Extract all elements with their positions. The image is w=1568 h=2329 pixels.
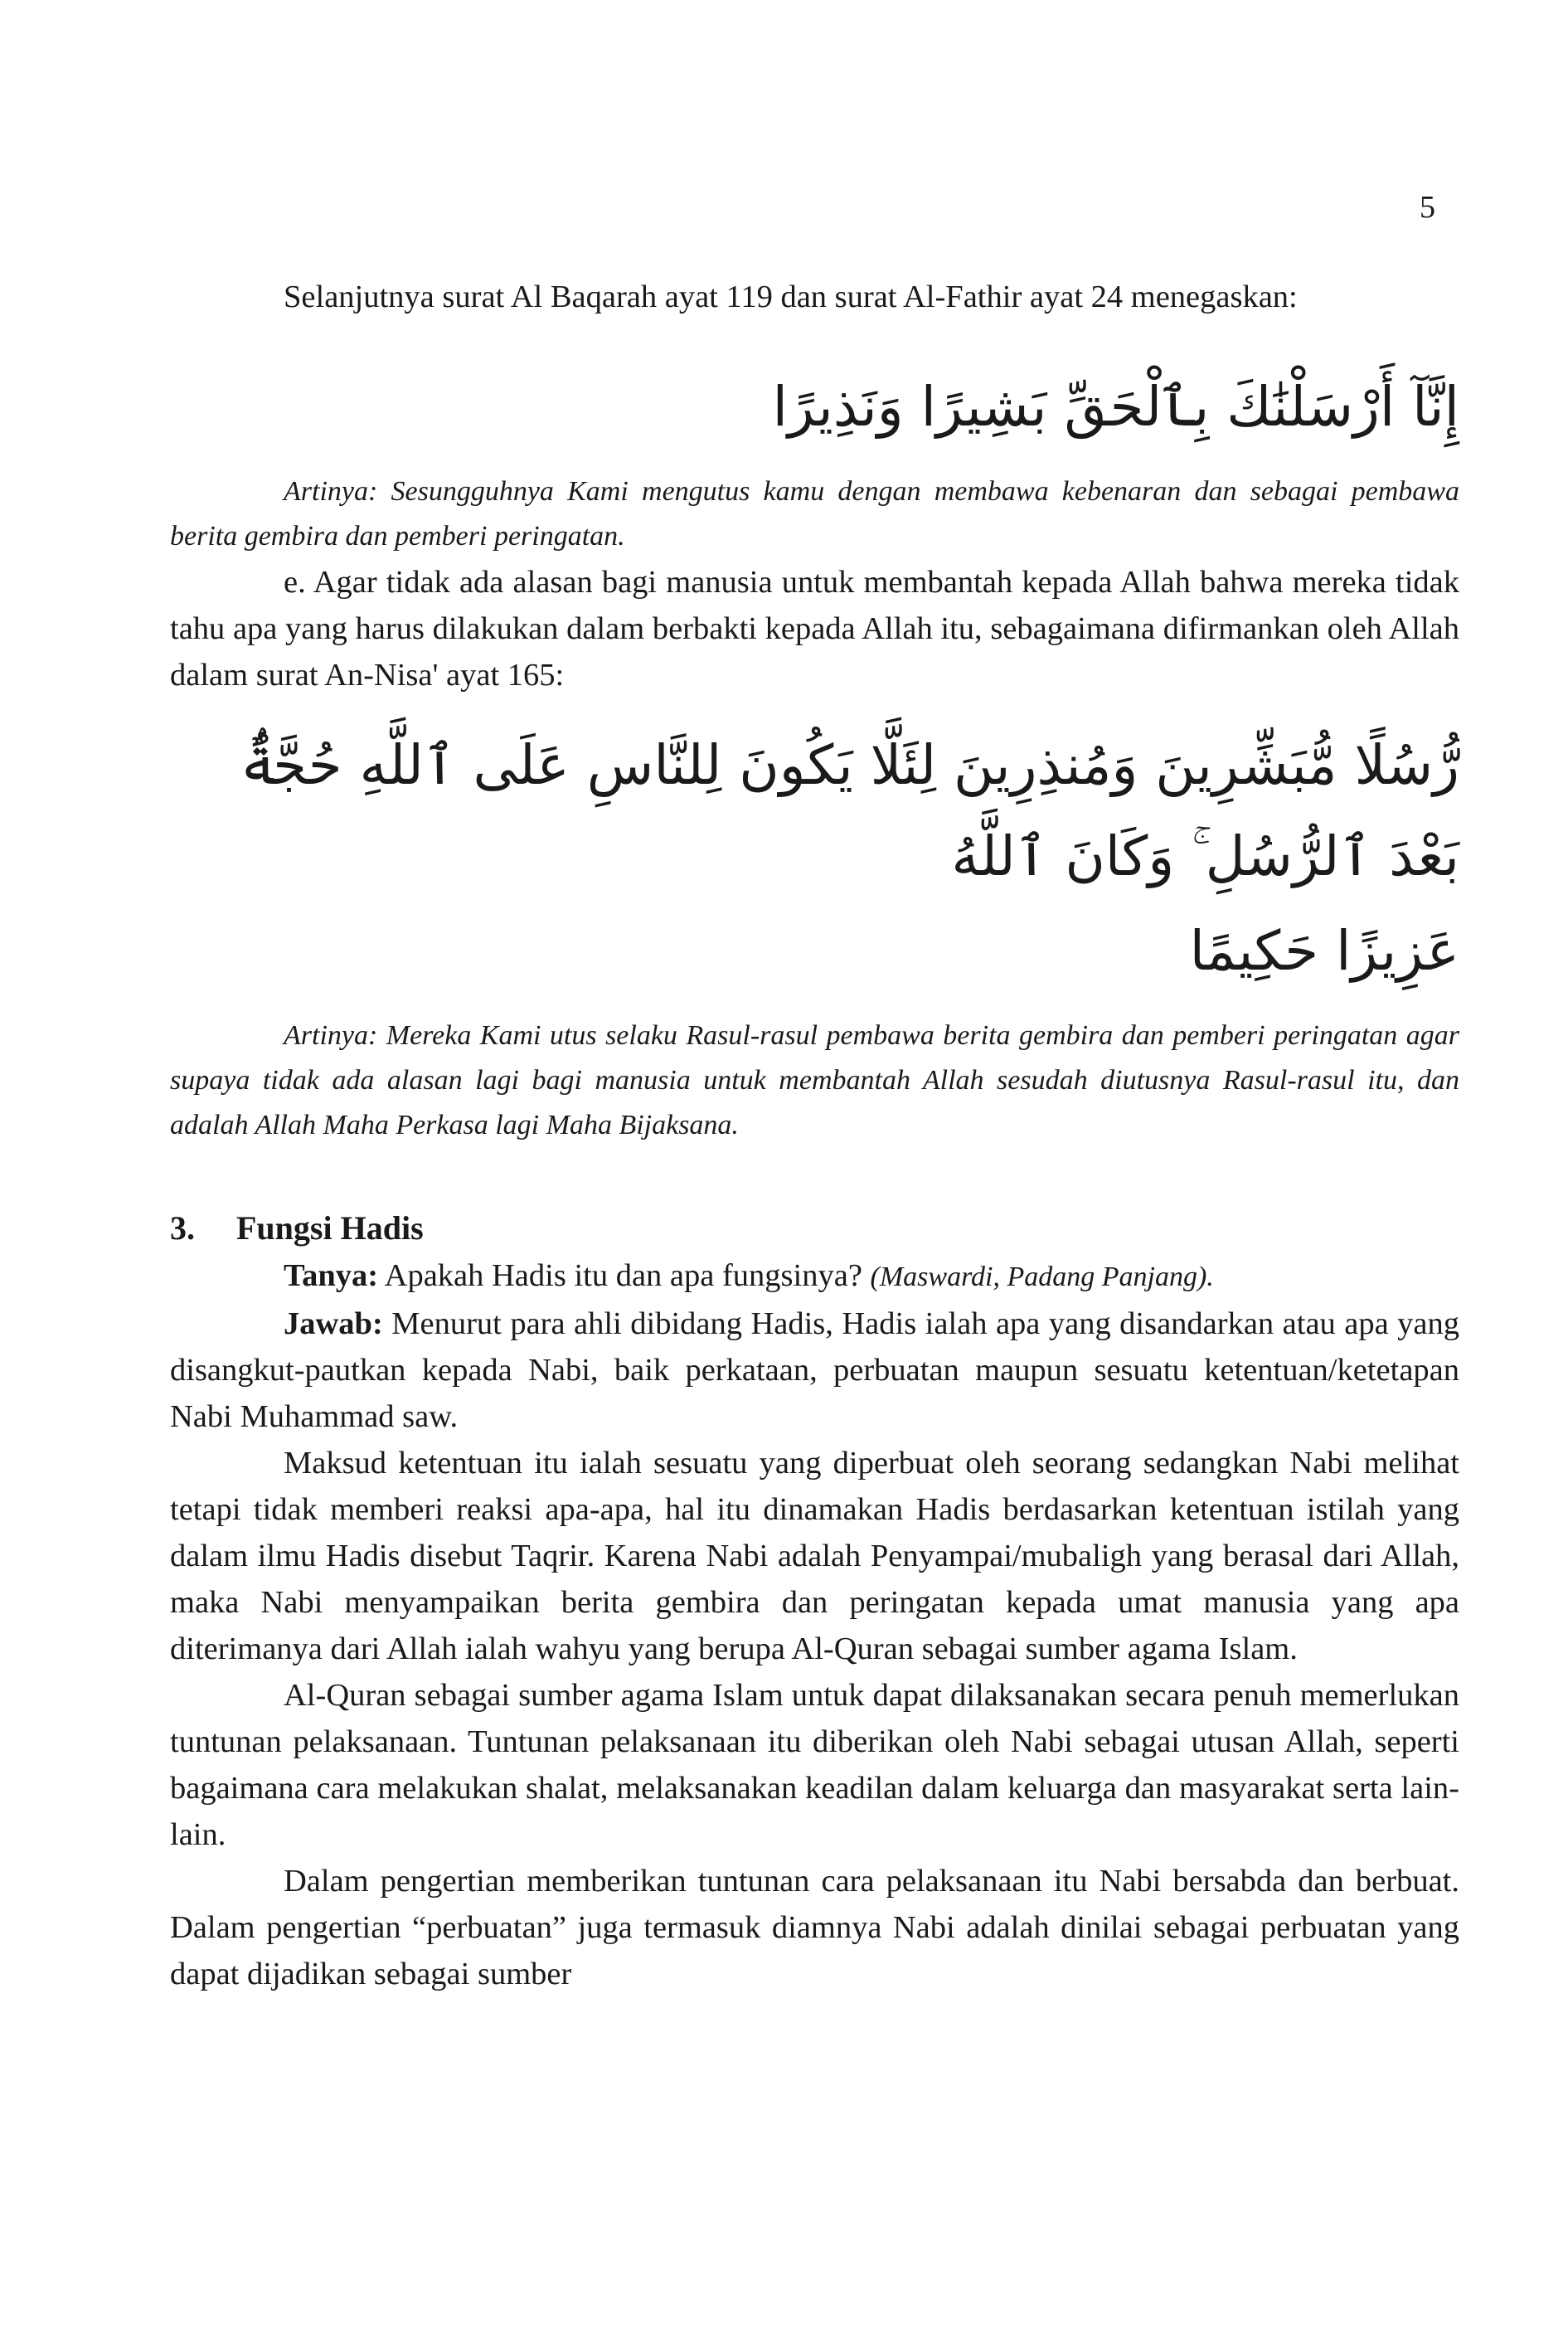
question-source: (Maswardi, Padang Panjang).	[870, 1262, 1214, 1292]
verse-1-translation: Artinya: Sesungguhnya Kami mengutus kamu dengan membawa kebenaran dan sebagai pembawa berita gembira dan pemberi peringatan.	[170, 476, 1459, 552]
verse-1-arabic: إِنَّآ أَرْسَلْنَٰكَ بِٱلْحَقِّ بَشِيرًا وَنَذِيرًا	[772, 375, 1459, 439]
intro-paragraph: Selanjutnya surat Al Baqarah ayat 119 dan surat Al-Fathir ayat 24 menegaskan:	[284, 280, 1298, 314]
verse-2-arabic-line-1: رُّسُلًا مُّبَشِّرِينَ وَمُنذِرِينَ لِئَلَّا يَكُونَ لِلنَّاسِ عَلَى ٱللَّهِ حُجَّةٌۢ بَعْدَ ٱلرُّسُلِ ۚ وَكَانَ ٱللَّهُ	[240, 733, 1459, 888]
text-column	[170, 274, 1459, 1997]
paragraph-alquran: Al-Quran sebagai sumber agama Islam untuk dapat dilaksanakan secara penuh memerlukan tuntunan pelaksanaan. Tuntunan pelaksanaan itu diberikan oleh Nabi sebagai utusan Allah, seperti bagaimana cara melakukan shalat, melaksanakan keadilan dalam keluarga dan masyarakat serta lain-lain.	[170, 1678, 1459, 1852]
page-number: 5	[1420, 190, 1435, 225]
verse-2-translation: Artinya: Mereka Kami utus selaku Rasul-rasul pembawa berita gembira dan pemberi peringatan agar supaya tidak ada alasan lagi bagi manusia untuk membantah Allah sesudah diutusnya Rasul-rasul itu, dan adalah Allah Maha Perkasa lagi Maha Bijaksana.	[170, 1020, 1459, 1140]
question-paragraph	[170, 1252, 1459, 1301]
question-text: Apakah Hadis itu dan apa fungsinya?	[378, 1258, 871, 1293]
paragraph-maksud: Maksud ketentuan itu ialah sesuatu yang diperbuat oleh seorang sedangkan Nabi melihat tetapi tidak memberi reaksi apa-apa, hal itu dinamakan Hadis berdasarkan ketentuan istilah yang dalam ilmu Hadis disebut Taqrir. Karena Nabi adalah Penyampai/mubaligh yang berasal dari Allah, maka Nabi menyampaikan berita gembira dan peringatan kepada umat manusia yang apa diterimanya dari Allah ialah wahyu yang berupa Al-Quran sebagai sumber agama Islam.	[170, 1446, 1459, 1666]
question-label: Tanya:	[284, 1258, 379, 1293]
answer-text: Menurut para ahli dibidang Hadis, Hadis ialah apa yang disandarkan atau apa yang disangkut-pautkan kepada Nabi, baik perkataan, perbuatan maupun sesuatu ketentuan/ketetapan Nabi Muhammad saw.	[170, 1306, 1459, 1434]
paragraph-dalam: Dalam pengertian memberikan tuntunan cara pelaksanaan itu Nabi bersabda dan berbuat. Dalam pengertian “perbuatan” juga termasuk diamnya Nabi adalah dinilai sebagai perbuatan yang dapat dijadikan sebagai sumber	[170, 1864, 1459, 1991]
section-heading	[170, 1204, 1459, 1252]
section-number: 3.	[170, 1209, 195, 1247]
answer-label: Jawab:	[284, 1306, 383, 1341]
section-title: Fungsi Hadis	[236, 1209, 424, 1247]
verse-2-arabic-line-2: عَزِيزًا حَكِيمًا	[1189, 919, 1459, 983]
answer-paragraph	[170, 1301, 1459, 1440]
point-e-paragraph: e. Agar tidak ada alasan bagi manusia untuk membantah kepada Allah bahwa mereka tidak tahu apa yang harus dilakukan dalam berbakti kepada Allah itu, sebagaimana difirmankan oleh Allah dalam surat An-Nisa' ayat 165:	[170, 565, 1459, 693]
